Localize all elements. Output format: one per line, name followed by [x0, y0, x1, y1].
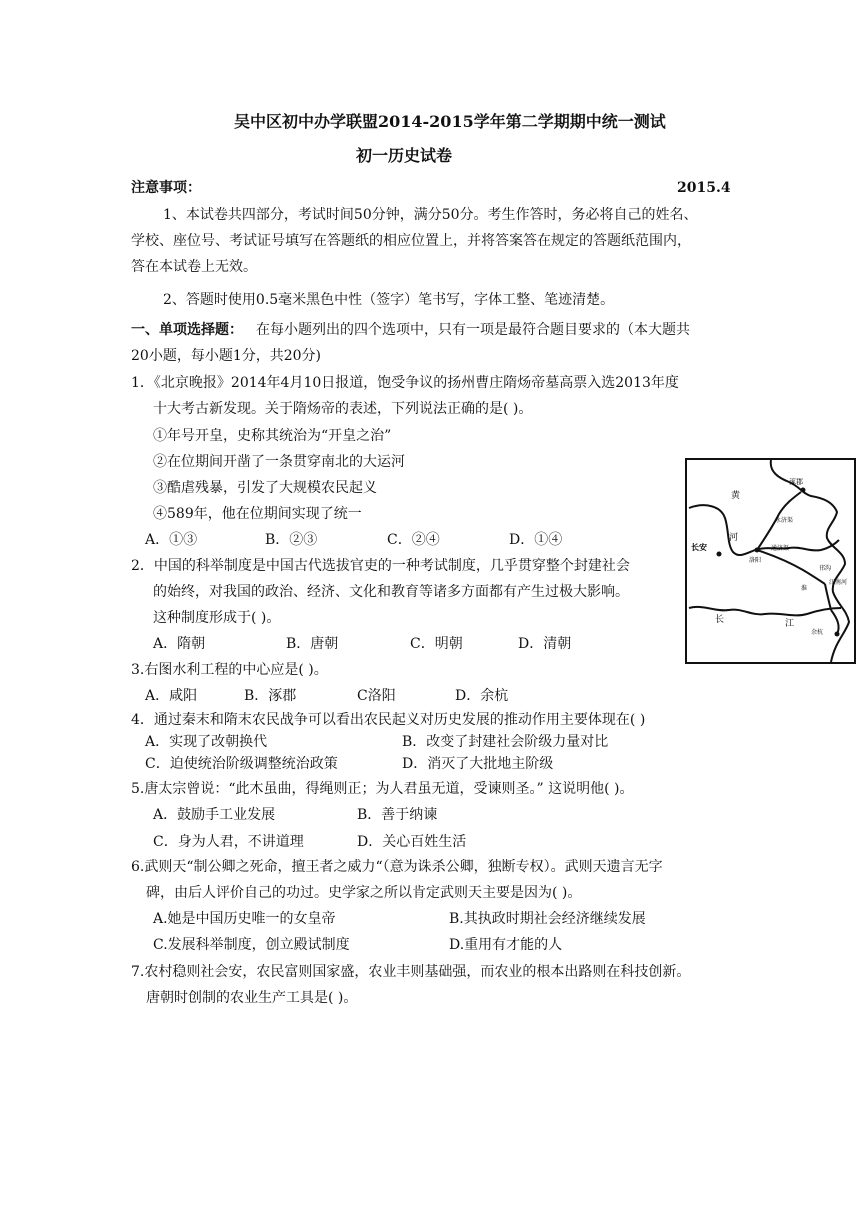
- q7-line-1: 7.农村稳则社会安，农民富则国家盛，农业丰则基础强，而农业的根本出路则在科技创新。: [131, 964, 691, 980]
- q5-option-d: D．关心百姓生活: [357, 834, 467, 850]
- q1-line-1: 1．《北京晚报》2014年4月10日报道，饱受争议的扬州曹庄隋炀帝墓高票入选2013年度: [131, 375, 679, 391]
- q2-line-2: 的始终，对我国的政治、经济、文化和教育等诸多方面都有产生过极大影响。: [153, 584, 629, 600]
- luoyang-dot: [755, 548, 760, 553]
- grand-canal-map: [685, 458, 856, 664]
- map-label-jiang: 江: [785, 619, 795, 629]
- q1-statement-2: ②在位期间开凿了一条贯穿南北的大运河: [153, 454, 405, 470]
- q5-option-a: A．鼓励手工业发展: [153, 807, 276, 823]
- zhuojun-dot: [801, 488, 806, 493]
- map-label-jiangnan-canal: 江南河: [829, 579, 848, 586]
- map-label-yuhang: 余杭: [811, 629, 824, 636]
- q6-option-c: C.发展科举制度，创立殿试制度: [153, 937, 350, 953]
- q1-statement-1: ①年号开皇，史称其统治为“开皇之治”: [153, 428, 392, 444]
- q1-statement-3: ③酷虐残暴，引发了大规模农民起义: [153, 480, 377, 496]
- q2-line-3: 这种制度形成于( )。: [153, 610, 281, 626]
- map-label-yongji-canal: 永济渠: [775, 517, 794, 524]
- q1-option-a: A．①③: [145, 532, 198, 548]
- section-desc-line-1: 在每小题列出的四个选项中，只有一项是最符合题目要求的（本大题共: [256, 322, 690, 338]
- q6-option-d: D.重用有才能的人: [449, 937, 563, 953]
- changan-dot: [717, 552, 722, 557]
- q2-line-1: 2．中国的科举制度是中国古代选拔官吏的一种考试制度，几乎贯穿整个封建社会: [131, 558, 630, 574]
- map-label-huang: 黄: [731, 491, 741, 501]
- q1-statement-4: ④589年，他在位期间实现了统一: [153, 506, 362, 522]
- q3-line-1: 3.右图水利工程的中心应是( )。: [131, 662, 328, 678]
- q2-option-d: D．清朝: [518, 636, 572, 652]
- map-label-chang: 长: [715, 615, 725, 625]
- map-label-he: 河: [729, 533, 739, 543]
- notice-item-1-line-1: 1、本试卷共四部分，考试时间50分钟，满分50分。考生作答时，务必将自己的姓名、: [163, 207, 698, 223]
- q5-option-b: B．善于纳谏: [357, 807, 438, 823]
- q1-line-2: 十大考古新发现。关于隋炀帝的表述，下列说法正确的是( )。: [153, 401, 533, 417]
- map-label-huai: 淮: [801, 585, 808, 592]
- yuhang-dot: [835, 632, 840, 637]
- q1-option-c: C．②④: [387, 532, 440, 548]
- q2-option-a: A．隋朝: [153, 636, 206, 652]
- q4-option-c: C．迫使统治阶级调整统治政策: [145, 756, 338, 772]
- notice-item-1-line-2: 学校、座位号、考试证号填写在答题纸的相应位置上，并将答案答在规定的答题纸范围内，: [131, 233, 691, 249]
- notice-item-1-line-3: 答在本试卷上无效。: [131, 259, 257, 275]
- q6-option-b: B.其执政时期社会经济继续发展: [449, 911, 646, 927]
- section-heading: 一、单项选择题：: [131, 322, 243, 338]
- section-desc-line-2: 20小题，每小题1分，共20分): [131, 348, 321, 364]
- notice-item-2: 2、答题时使用0.5毫米黑色中性（签字）笔书写，字体工整、笔迹清楚。: [163, 292, 615, 308]
- q5-option-c: C．身为人君，不讲道理: [153, 834, 304, 850]
- q1-option-b: B．②③: [265, 532, 318, 548]
- q6-line-1: 6.武则天“制公卿之死命，擅王者之威力“（意为诛杀公卿，独断专权）。武则天遗言无字: [131, 859, 663, 875]
- q3-option-b: B．涿郡: [244, 688, 297, 704]
- notice-heading: 注意事项：: [131, 180, 201, 196]
- exam-title: 吴中区初中办学联盟2014-2015学年第二学期期中统一测试: [234, 112, 666, 131]
- map-label-luoyang: 洛阳: [749, 557, 762, 564]
- map-frame: [686, 459, 855, 663]
- q4-option-a: A．实现了改朝换代: [145, 734, 268, 750]
- q4-line-1: 4．通过秦末和隋末农民战争可以看出农民起义对历史发展的推动作用主要体现在( ): [131, 712, 646, 728]
- q6-line-2: 碑，由后人评价自己的功过。史学家之所以肯定武则天主要是因为( )。: [146, 885, 582, 901]
- q3-option-a: A．咸阳: [145, 688, 198, 704]
- map-label-tongji-canal: 通济渠: [771, 545, 790, 552]
- map-label-changan: 长安: [691, 543, 707, 552]
- q4-option-d: D．消灭了大批地主阶级: [402, 756, 554, 772]
- q2-option-c: C．明朝: [410, 636, 463, 652]
- map-label-hangou: 邗沟: [819, 565, 832, 572]
- q5-line-1: 5.唐太宗曾说：“此木虽曲，得绳则正；为人君虽无道，受谏则圣。” 这说明他( )。: [131, 781, 634, 797]
- q3-option-c: C洛阳: [357, 688, 396, 704]
- map-label-zhuojun: 涿郡: [789, 478, 803, 486]
- exam-date: 2015.4: [677, 180, 731, 196]
- q7-line-2: 唐朝时创制的农业生产工具是( )。: [146, 990, 358, 1006]
- q1-option-d: D．①④: [509, 532, 563, 548]
- q6-option-a: A.她是中国历史唯一的女皇帝: [153, 911, 336, 927]
- exam-subtitle: 初一历史试卷: [356, 146, 453, 165]
- q2-option-b: B．唐朝: [286, 636, 339, 652]
- q3-option-d: D．余杭: [455, 688, 509, 704]
- q4-option-b: B．改变了封建社会阶级力量对比: [402, 734, 609, 750]
